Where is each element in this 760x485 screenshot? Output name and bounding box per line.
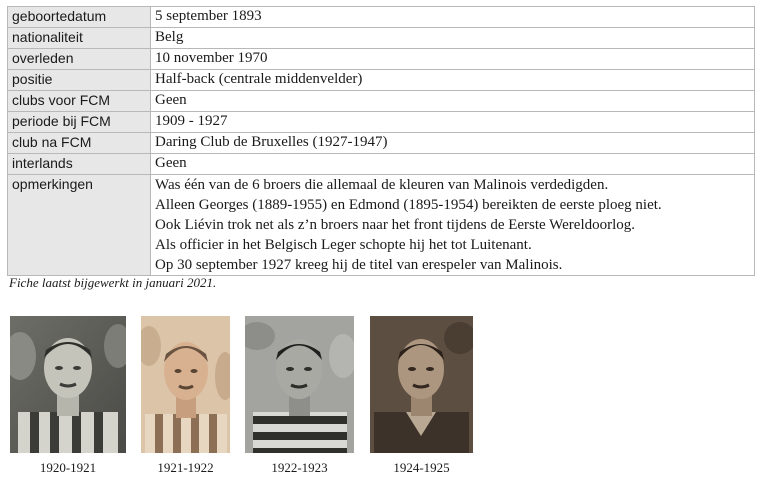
field-value: Daring Club de Bruxelles (1927-1947) bbox=[151, 133, 755, 154]
table-row bbox=[8, 112, 755, 133]
table-row bbox=[8, 70, 755, 91]
table-row bbox=[8, 91, 755, 112]
field-value: 1909 - 1927 bbox=[151, 112, 755, 133]
remarks-value bbox=[151, 175, 755, 276]
field-value: Belg bbox=[151, 28, 755, 49]
player-photo bbox=[10, 316, 126, 453]
remark-line: Alleen Georges (1889-1955) en Edmond (1895-1954) bereikten de eerste ploeg niet. bbox=[155, 197, 662, 213]
photo-caption: 1924-1925 bbox=[393, 460, 450, 475]
field-label: opmerkingen bbox=[8, 175, 151, 276]
update-note: Fiche laatst bijgewerkt in januari 2021. bbox=[9, 275, 217, 290]
player-photo bbox=[245, 316, 354, 453]
remark-line: Op 30 september 1927 kreeg hij de titel van erespeler van Malinois. bbox=[155, 257, 563, 273]
remark-line: Ook Liévin trok net als z’n broers naar het front tijdens de Eerste Wereldoorlog. bbox=[155, 217, 636, 233]
table-row bbox=[8, 154, 755, 175]
table-row bbox=[8, 28, 755, 49]
table-row bbox=[8, 133, 755, 154]
photo-caption: 1920-1921 bbox=[39, 460, 97, 475]
remark-line: Was één van de 6 broers die allemaal de kleuren van Malinois verdedigden. bbox=[155, 177, 609, 193]
field-value: Half-back (centrale middenvelder) bbox=[151, 70, 755, 91]
table-row bbox=[8, 49, 755, 70]
photo-caption: 1921-1922 bbox=[157, 460, 214, 475]
field-label: nationaliteit bbox=[8, 28, 151, 49]
photo-caption: 1922-1923 bbox=[271, 460, 328, 475]
field-value: 10 november 1970 bbox=[151, 49, 755, 70]
player-profile-table bbox=[7, 6, 755, 276]
table-row bbox=[8, 175, 755, 276]
field-value: Geen bbox=[151, 154, 755, 175]
field-value: Geen bbox=[151, 91, 755, 112]
field-label: club na FCM bbox=[8, 133, 151, 154]
field-label: periode bij FCM bbox=[8, 112, 151, 133]
player-photo bbox=[141, 316, 230, 453]
field-label: clubs voor FCM bbox=[8, 91, 151, 112]
player-photo bbox=[370, 316, 473, 453]
table-row bbox=[8, 7, 755, 28]
field-value: 5 september 1893 bbox=[151, 7, 755, 28]
field-label: overleden bbox=[8, 49, 151, 70]
field-label: positie bbox=[8, 70, 151, 91]
field-label: geboortedatum bbox=[8, 7, 151, 28]
remark-line: Als officier in het Belgisch Leger schopte hij het tot Luitenant. bbox=[155, 237, 532, 253]
field-label: interlands bbox=[8, 154, 151, 175]
